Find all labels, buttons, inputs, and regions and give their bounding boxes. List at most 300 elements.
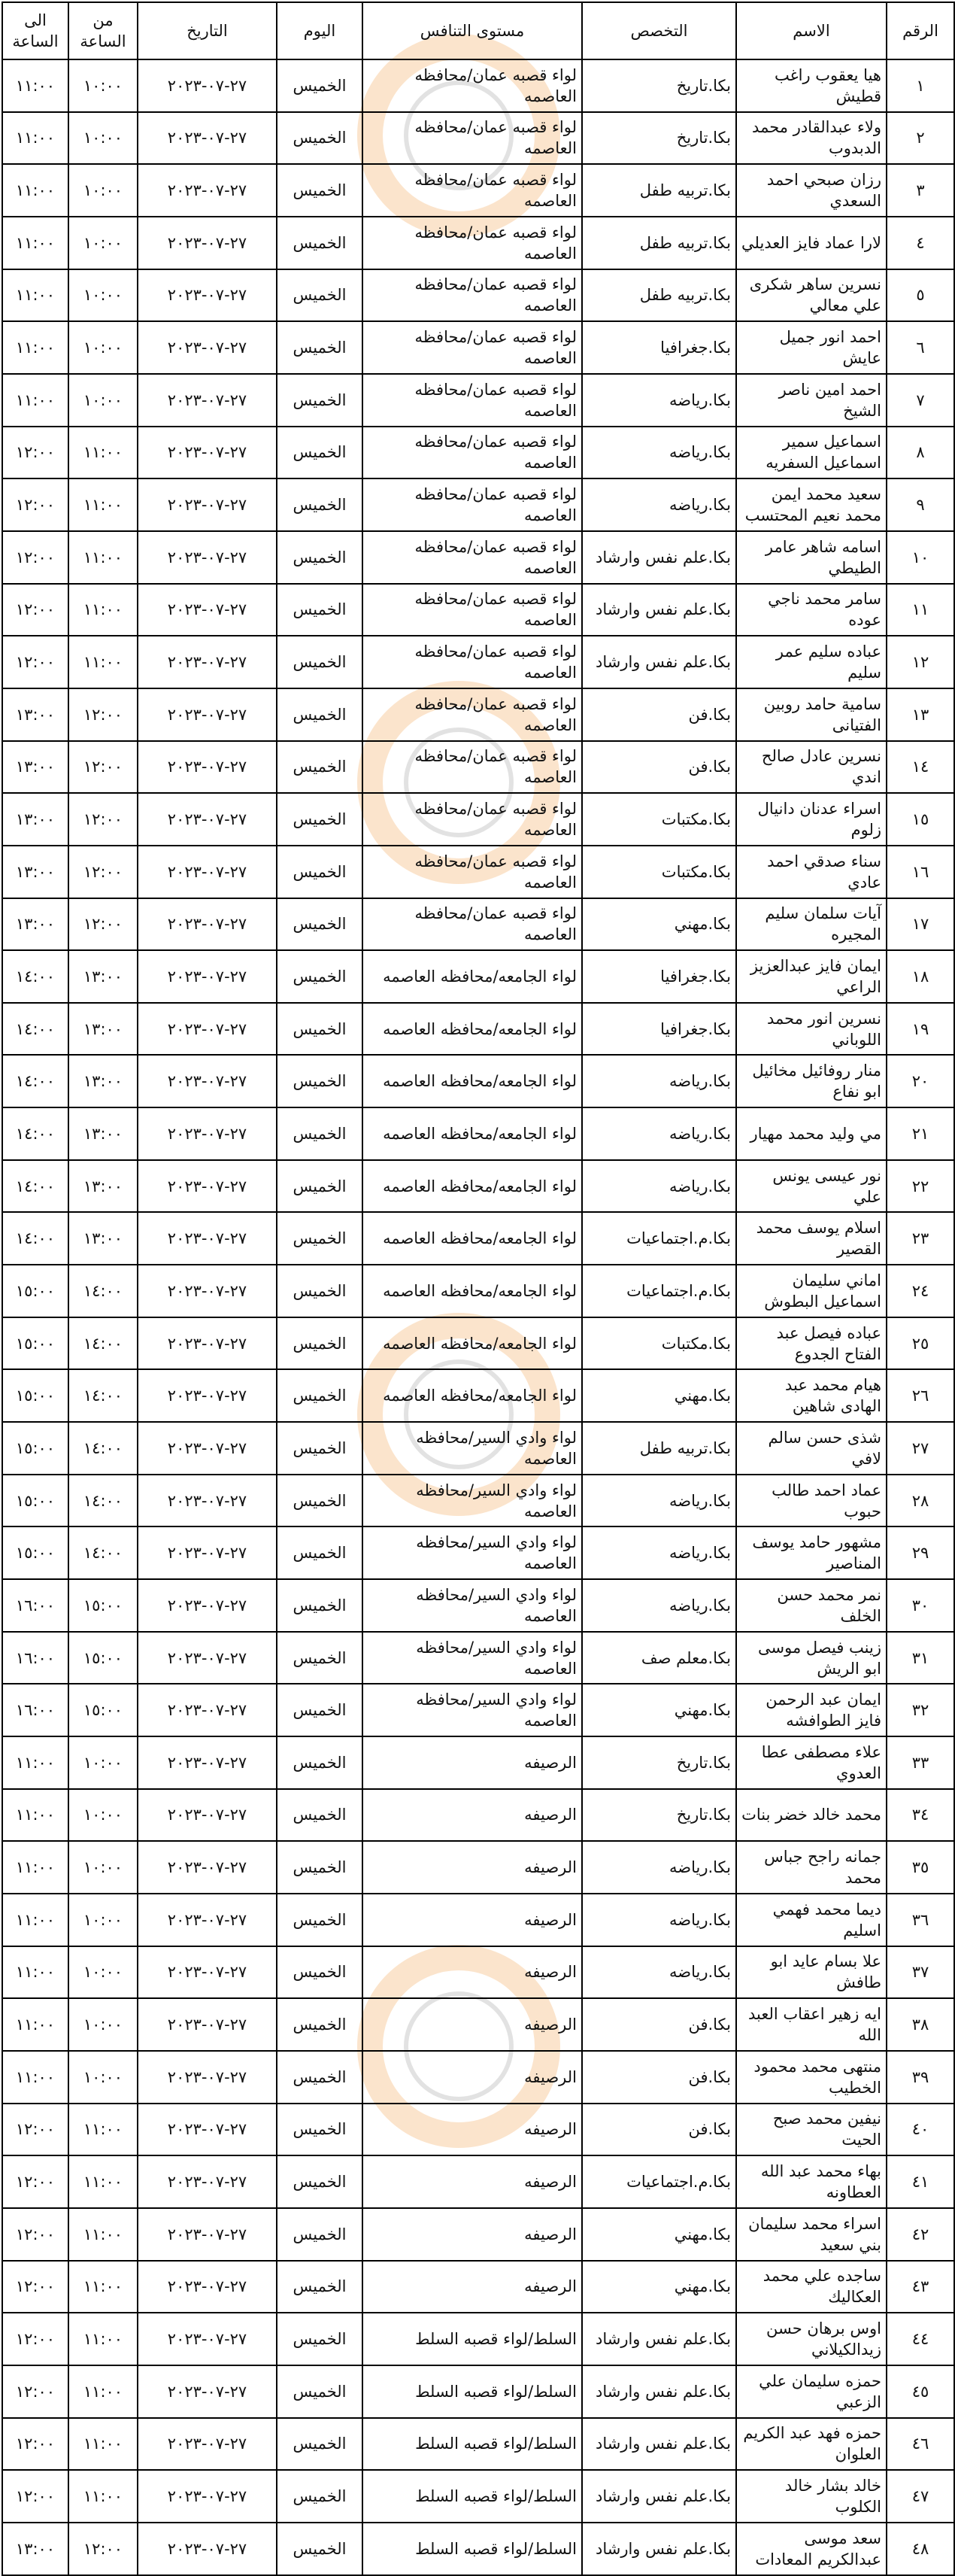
cell-name: سعيد محمد ايمن محمد نعيم المحتسب <box>736 478 887 531</box>
cell-day: الخميس <box>277 1632 362 1684</box>
cell-level: الرصيفه <box>362 2208 582 2261</box>
cell-from-time: ١٣:٠٠ <box>68 950 138 1003</box>
cell-specialization: بكا.مهني <box>582 2261 736 2313</box>
cell-specialization: بكا.علم نفس وارشاد <box>582 584 736 636</box>
table-row <box>2 1317 954 1370</box>
cell-to-time: ١٢:٠٠ <box>2 478 68 531</box>
exam-schedule-table <box>2 2 955 2576</box>
cell-specialization: بكا.مكتبات <box>582 1317 736 1370</box>
table-row <box>2 427 954 479</box>
cell-date: ٢٧-٠٧-٢٠٢٣ <box>138 584 277 636</box>
cell-day: الخميس <box>277 584 362 636</box>
cell-from-time: ١٤:٠٠ <box>68 1265 138 1317</box>
cell-num: ٤٥ <box>887 2365 954 2418</box>
table-row <box>2 2051 954 2104</box>
cell-to-time: ١١:٠٠ <box>2 1736 68 1789</box>
cell-level: لواء قصبه عمان/محافظه العاصمه <box>362 846 582 898</box>
cell-level: لواء وادي السير/محافظه العاصمه <box>362 1475 582 1527</box>
cell-day: الخميس <box>277 2104 362 2156</box>
cell-num: ٤٧ <box>887 2470 954 2523</box>
cell-name: نور عيسى يونس علي <box>736 1160 887 1213</box>
cell-to-time: ١٤:٠٠ <box>2 1107 68 1160</box>
cell-level: لواء وادي السير/محافظه العاصمه <box>362 1579 582 1632</box>
cell-name: اسراء محمد سليمان بني سعيد <box>736 2208 887 2261</box>
cell-level: الرصيفه <box>362 1736 582 1789</box>
table-row <box>2 1736 954 1789</box>
header-name: الاسم <box>736 2 887 59</box>
cell-num: ١٩ <box>887 1003 954 1056</box>
cell-num: ٢٤ <box>887 1265 954 1317</box>
cell-specialization: بكا.تربيه طفل <box>582 164 736 217</box>
cell-specialization: بكا.رياضه <box>582 1160 736 1213</box>
cell-num: ٤٦ <box>887 2418 954 2471</box>
cell-num: ٢٣ <box>887 1212 954 1265</box>
cell-specialization: بكا.علم نفس وارشاد <box>582 2313 736 2365</box>
cell-num: ١٠ <box>887 531 954 584</box>
cell-name: نسرين انور محمد اللوباني <box>736 1003 887 1056</box>
cell-num: ٢٩ <box>887 1526 954 1579</box>
cell-name: سامر محمد ناجي عوده <box>736 584 887 636</box>
cell-level: لواء قصبه عمان/محافظه العاصمه <box>362 59 582 112</box>
cell-level: السلط/لواء قصبه السلط <box>362 2365 582 2418</box>
cell-to-time: ١٢:٠٠ <box>2 531 68 584</box>
cell-level: السلط/لواء قصبه السلط <box>362 2470 582 2523</box>
cell-to-time: ١١:٠٠ <box>2 269 68 322</box>
cell-specialization: بكا.مهني <box>582 898 736 951</box>
cell-name: زينب فيصل موسى ابو الريش <box>736 1632 887 1684</box>
cell-num: ٣ <box>887 164 954 217</box>
cell-day: الخميس <box>277 1422 362 1475</box>
cell-day: الخميس <box>277 1160 362 1213</box>
cell-day: الخميس <box>277 2365 362 2418</box>
cell-from-time: ١٣:٠٠ <box>68 1212 138 1265</box>
cell-from-time: ١٠:٠٠ <box>68 217 138 269</box>
cell-level: السلط/لواء قصبه السلط <box>362 2418 582 2471</box>
cell-to-time: ١٢:٠٠ <box>2 2418 68 2471</box>
cell-date: ٢٧-٠٧-٢٠٢٣ <box>138 846 277 898</box>
cell-level: لواء قصبه عمان/محافظه العاصمه <box>362 478 582 531</box>
cell-date: ٢٧-٠٧-٢٠٢٣ <box>138 2523 277 2575</box>
cell-num: ٩ <box>887 478 954 531</box>
cell-name: شذى حسن سالم لافي <box>736 1422 887 1475</box>
cell-num: ١٤ <box>887 741 954 794</box>
cell-num: ٣٥ <box>887 1841 954 1894</box>
table-row <box>2 112 954 165</box>
cell-to-time: ١٥:٠٠ <box>2 1369 68 1422</box>
table-row <box>2 2523 954 2575</box>
cell-date: ٢٧-٠٧-٢٠٢٣ <box>138 898 277 951</box>
header-specialization: التخصص <box>582 2 736 59</box>
cell-from-time: ١١:٠٠ <box>68 2208 138 2261</box>
cell-date: ٢٧-٠٧-٢٠٢٣ <box>138 2313 277 2365</box>
table-row <box>2 1003 954 1056</box>
cell-name: محمد خالد خضر بنات <box>736 1789 887 1842</box>
cell-to-time: ١٤:٠٠ <box>2 1212 68 1265</box>
cell-from-time: ١٠:٠٠ <box>68 2051 138 2104</box>
cell-num: ١٥ <box>887 793 954 846</box>
cell-specialization: بكا.رياضه <box>582 374 736 427</box>
cell-specialization: بكا.علم نفس وارشاد <box>582 2418 736 2471</box>
cell-name: عماد احمد طالب حبوب <box>736 1475 887 1527</box>
cell-day: الخميس <box>277 269 362 322</box>
table-row <box>2 2418 954 2471</box>
cell-specialization: بكا.علم نفس وارشاد <box>582 2470 736 2523</box>
cell-from-time: ١٣:٠٠ <box>68 1160 138 1213</box>
cell-name: هيا يعقوب راغب قطيش <box>736 59 887 112</box>
table-row <box>2 1160 954 1213</box>
table-row <box>2 164 954 217</box>
cell-to-time: ١٤:٠٠ <box>2 1160 68 1213</box>
table-row <box>2 1998 954 2051</box>
cell-from-time: ١١:٠٠ <box>68 636 138 688</box>
cell-name: سناء صدقي احمد عادي <box>736 846 887 898</box>
cell-date: ٢٧-٠٧-٢٠٢٣ <box>138 1632 277 1684</box>
cell-name: ايه زهير اعقاب العبد الله <box>736 1998 887 2051</box>
table-row <box>2 1894 954 1946</box>
cell-name: نسرين ساهر شكرى علي معالي <box>736 269 887 322</box>
cell-level: لواء قصبه عمان/محافظه العاصمه <box>362 688 582 741</box>
cell-date: ٢٧-٠٧-٢٠٢٣ <box>138 2365 277 2418</box>
cell-from-time: ١٤:٠٠ <box>68 1475 138 1527</box>
cell-day: الخميس <box>277 2313 362 2365</box>
cell-date: ٢٧-٠٧-٢٠٢٣ <box>138 2104 277 2156</box>
cell-name: نسرين عادل صالح اندي <box>736 741 887 794</box>
cell-name: سامية حامد روبين الفتيانى <box>736 688 887 741</box>
cell-to-time: ١٣:٠٠ <box>2 688 68 741</box>
cell-level: لواء قصبه عمان/محافظه العاصمه <box>362 741 582 794</box>
cell-num: ٣٧ <box>887 1946 954 1999</box>
cell-to-time: ١٣:٠٠ <box>2 741 68 794</box>
cell-num: ١٨ <box>887 950 954 1003</box>
cell-from-time: ١١:٠٠ <box>68 2261 138 2313</box>
cell-date: ٢٧-٠٧-٢٠٢٣ <box>138 1212 277 1265</box>
cell-specialization: بكا.مهني <box>582 2208 736 2261</box>
cell-from-time: ١٠:٠٠ <box>68 1894 138 1946</box>
cell-name: خالد بشار خالد الكلوب <box>736 2470 887 2523</box>
cell-num: ٢٠ <box>887 1055 954 1107</box>
cell-name: اسراء عدنان دانيال زلوم <box>736 793 887 846</box>
cell-name: سعد موسى عبدالكريم المعادات <box>736 2523 887 2575</box>
cell-from-time: ١٠:٠٠ <box>68 59 138 112</box>
cell-num: ٤٤ <box>887 2313 954 2365</box>
cell-date: ٢٧-٠٧-٢٠٢٣ <box>138 1422 277 1475</box>
cell-to-time: ١١:٠٠ <box>2 321 68 374</box>
cell-level: الرصيفه <box>362 2155 582 2208</box>
cell-date: ٢٧-٠٧-٢٠٢٣ <box>138 1526 277 1579</box>
table-row <box>2 688 954 741</box>
cell-date: ٢٧-٠٧-٢٠٢٣ <box>138 1946 277 1999</box>
cell-specialization: بكا.مكتبات <box>582 846 736 898</box>
cell-specialization: بكا.علم نفس وارشاد <box>582 636 736 688</box>
cell-name: منتهى محمد محمود الخطيب <box>736 2051 887 2104</box>
cell-date: ٢٧-٠٧-٢٠٢٣ <box>138 950 277 1003</box>
cell-level: لواء قصبه عمان/محافظه العاصمه <box>362 112 582 165</box>
cell-date: ٢٧-٠٧-٢٠٢٣ <box>138 1317 277 1370</box>
cell-specialization: بكا.جغرافيا <box>582 950 736 1003</box>
table-row <box>2 2261 954 2313</box>
cell-name: حمزه سليمان علي الزعبي <box>736 2365 887 2418</box>
table-row <box>2 741 954 794</box>
table-row <box>2 2104 954 2156</box>
table-row <box>2 1265 954 1317</box>
header-date: التاريخ <box>138 2 277 59</box>
cell-num: ٣٠ <box>887 1579 954 1632</box>
cell-level: لواء قصبه عمان/محافظه العاصمه <box>362 898 582 951</box>
cell-day: الخميس <box>277 59 362 112</box>
cell-level: الرصيفه <box>362 1789 582 1842</box>
cell-specialization: بكا.رياضه <box>582 427 736 479</box>
table-row <box>2 1055 954 1107</box>
cell-to-time: ١١:٠٠ <box>2 1894 68 1946</box>
cell-level: لواء وادي السير/محافظه العاصمه <box>362 1422 582 1475</box>
cell-day: الخميس <box>277 688 362 741</box>
cell-name: مشهور حامد يوسف المناصير <box>736 1526 887 1579</box>
cell-level: لواء قصبه عمان/محافظه العاصمه <box>362 636 582 688</box>
table-row <box>2 2208 954 2261</box>
cell-to-time: ١٣:٠٠ <box>2 2523 68 2575</box>
cell-name: علاء مصطفى عطا العدوي <box>736 1736 887 1789</box>
cell-specialization: بكا.رياضه <box>582 1055 736 1107</box>
cell-to-time: ١٤:٠٠ <box>2 1055 68 1107</box>
cell-day: الخميس <box>277 1946 362 1999</box>
cell-num: ٤ <box>887 217 954 269</box>
cell-to-time: ١٥:٠٠ <box>2 1422 68 1475</box>
cell-level: لواء الجامعه/محافظه العاصمه <box>362 1212 582 1265</box>
cell-name: لارا عماد فايز العديلي <box>736 217 887 269</box>
cell-day: الخميس <box>277 636 362 688</box>
cell-to-time: ١٣:٠٠ <box>2 846 68 898</box>
cell-day: الخميس <box>277 846 362 898</box>
cell-day: الخميس <box>277 1317 362 1370</box>
cell-date: ٢٧-٠٧-٢٠٢٣ <box>138 1055 277 1107</box>
cell-specialization: بكا.فن <box>582 688 736 741</box>
cell-date: ٢٧-٠٧-٢٠٢٣ <box>138 2418 277 2471</box>
cell-to-time: ١١:٠٠ <box>2 1998 68 2051</box>
cell-num: ٣٢ <box>887 1684 954 1736</box>
cell-num: ٢ <box>887 112 954 165</box>
cell-from-time: ١١:٠٠ <box>68 584 138 636</box>
table-row <box>2 1946 954 1999</box>
cell-num: ٦ <box>887 321 954 374</box>
table-row <box>2 59 954 112</box>
cell-from-time: ١٠:٠٠ <box>68 164 138 217</box>
cell-name: هيام محمد عبد الهادى شاهين <box>736 1369 887 1422</box>
cell-day: الخميس <box>277 112 362 165</box>
cell-date: ٢٧-٠٧-٢٠٢٣ <box>138 269 277 322</box>
cell-to-time: ١١:٠٠ <box>2 2051 68 2104</box>
table-row <box>2 269 954 322</box>
cell-day: الخميس <box>277 898 362 951</box>
cell-date: ٢٧-٠٧-٢٠٢٣ <box>138 2261 277 2313</box>
cell-name: آيات سلمان سليم المجيره <box>736 898 887 951</box>
cell-specialization: بكا.م.اجتماعيات <box>582 1212 736 1265</box>
cell-to-time: ١٦:٠٠ <box>2 1632 68 1684</box>
cell-level: لواء قصبه عمان/محافظه العاصمه <box>362 531 582 584</box>
cell-level: لواء وادي السير/محافظه العاصمه <box>362 1526 582 1579</box>
cell-to-time: ١٢:٠٠ <box>2 2208 68 2261</box>
cell-to-time: ١٥:٠٠ <box>2 1265 68 1317</box>
header-num: الرقم <box>887 2 954 59</box>
cell-level: الرصيفه <box>362 2051 582 2104</box>
cell-specialization: بكا.مهني <box>582 1684 736 1736</box>
cell-day: الخميس <box>277 321 362 374</box>
cell-day: الخميس <box>277 1526 362 1579</box>
cell-name: رزان صبحي احمد السعدي <box>736 164 887 217</box>
cell-day: الخميس <box>277 1212 362 1265</box>
cell-level: لواء الجامعه/محافظه العاصمه <box>362 1107 582 1160</box>
cell-specialization: بكا.م.اجتماعيات <box>582 1265 736 1317</box>
cell-specialization: بكا.رياضه <box>582 1894 736 1946</box>
cell-day: الخميس <box>277 217 362 269</box>
cell-date: ٢٧-٠٧-٢٠٢٣ <box>138 2155 277 2208</box>
cell-specialization: بكا.تاريخ <box>582 1789 736 1842</box>
cell-to-time: ١٣:٠٠ <box>2 898 68 951</box>
cell-from-time: ١٣:٠٠ <box>68 1107 138 1160</box>
cell-from-time: ١٢:٠٠ <box>68 688 138 741</box>
cell-day: الخميس <box>277 1894 362 1946</box>
cell-from-time: ١٠:٠٠ <box>68 1946 138 1999</box>
cell-date: ٢٧-٠٧-٢٠٢٣ <box>138 2470 277 2523</box>
cell-name: نمر محمد حسن الخلف <box>736 1579 887 1632</box>
cell-to-time: ١٥:٠٠ <box>2 1317 68 1370</box>
cell-day: الخميس <box>277 1789 362 1842</box>
cell-level: لواء وادي السير/محافظه العاصمه <box>362 1684 582 1736</box>
table-row <box>2 1684 954 1736</box>
cell-date: ٢٧-٠٧-٢٠٢٣ <box>138 59 277 112</box>
cell-specialization: بكا.رياضه <box>582 478 736 531</box>
cell-num: ٤٠ <box>887 2104 954 2156</box>
cell-from-time: ١٢:٠٠ <box>68 793 138 846</box>
cell-name: عباده فيصل عبد الفتاح الجدوع <box>736 1317 887 1370</box>
table-row <box>2 1526 954 1579</box>
cell-day: الخميس <box>277 950 362 1003</box>
cell-level: لواء قصبه عمان/محافظه العاصمه <box>362 427 582 479</box>
cell-from-time: ١٠:٠٠ <box>68 1789 138 1842</box>
cell-to-time: ١١:٠٠ <box>2 217 68 269</box>
table-row <box>2 478 954 531</box>
cell-num: ١١ <box>887 584 954 636</box>
cell-from-time: ١٠:٠٠ <box>68 1841 138 1894</box>
cell-num: ٢٨ <box>887 1475 954 1527</box>
cell-level: لواء قصبه عمان/محافظه العاصمه <box>362 321 582 374</box>
cell-date: ٢٧-٠٧-٢٠٢٣ <box>138 1107 277 1160</box>
cell-day: الخميس <box>277 374 362 427</box>
cell-name: احمد امين ناصر الشيخ <box>736 374 887 427</box>
cell-date: ٢٧-٠٧-٢٠٢٣ <box>138 2208 277 2261</box>
cell-name: اسامه شاهر عامر الطيطي <box>736 531 887 584</box>
cell-from-time: ١١:٠٠ <box>68 478 138 531</box>
cell-from-time: ١١:٠٠ <box>68 2104 138 2156</box>
cell-day: الخميس <box>277 1841 362 1894</box>
table-row <box>2 898 954 951</box>
cell-date: ٢٧-٠٧-٢٠٢٣ <box>138 1894 277 1946</box>
cell-num: ٧ <box>887 374 954 427</box>
cell-date: ٢٧-٠٧-٢٠٢٣ <box>138 793 277 846</box>
cell-from-time: ١١:٠٠ <box>68 2313 138 2365</box>
cell-num: ٢٥ <box>887 1317 954 1370</box>
cell-num: ٤١ <box>887 2155 954 2208</box>
cell-from-time: ١٠:٠٠ <box>68 374 138 427</box>
cell-specialization: بكا.فن <box>582 2051 736 2104</box>
cell-from-time: ١٥:٠٠ <box>68 1579 138 1632</box>
cell-level: الرصيفه <box>362 1894 582 1946</box>
cell-level: لواء الجامعه/محافظه العاصمه <box>362 1369 582 1422</box>
table-row <box>2 374 954 427</box>
cell-date: ٢٧-٠٧-٢٠٢٣ <box>138 1684 277 1736</box>
cell-specialization: بكا.تربيه طفل <box>582 217 736 269</box>
cell-from-time: ١٥:٠٠ <box>68 1632 138 1684</box>
table-row <box>2 531 954 584</box>
table-row <box>2 793 954 846</box>
cell-date: ٢٧-٠٧-٢٠٢٣ <box>138 1369 277 1422</box>
cell-num: ٥ <box>887 269 954 322</box>
cell-day: الخميس <box>277 2208 362 2261</box>
cell-from-time: ١١:٠٠ <box>68 427 138 479</box>
cell-day: الخميس <box>277 1998 362 2051</box>
cell-to-time: ١١:٠٠ <box>2 1841 68 1894</box>
cell-from-time: ١٢:٠٠ <box>68 846 138 898</box>
cell-date: ٢٧-٠٧-٢٠٢٣ <box>138 1160 277 1213</box>
cell-specialization: بكا.فن <box>582 1998 736 2051</box>
cell-day: الخميس <box>277 2051 362 2104</box>
cell-from-time: ١٢:٠٠ <box>68 898 138 951</box>
cell-day: الخميس <box>277 2155 362 2208</box>
cell-day: الخميس <box>277 531 362 584</box>
table-row <box>2 1632 954 1684</box>
cell-to-time: ١١:٠٠ <box>2 112 68 165</box>
cell-name: ديما محمد فهمي اسليم <box>736 1894 887 1946</box>
table-row <box>2 846 954 898</box>
cell-level: الرصيفه <box>362 1946 582 1999</box>
cell-level: لواء الجامعه/محافظه العاصمه <box>362 1265 582 1317</box>
cell-from-time: ١١:٠٠ <box>68 2470 138 2523</box>
cell-from-time: ١٠:٠٠ <box>68 269 138 322</box>
cell-day: الخميس <box>277 2418 362 2471</box>
cell-from-time: ١٣:٠٠ <box>68 1055 138 1107</box>
cell-name: منار روفائيل مخائيل ابو نفاع <box>736 1055 887 1107</box>
table-row <box>2 217 954 269</box>
cell-day: الخميس <box>277 1736 362 1789</box>
cell-to-time: ١٢:٠٠ <box>2 2313 68 2365</box>
table-row <box>2 2365 954 2418</box>
cell-from-time: ١١:٠٠ <box>68 2155 138 2208</box>
cell-level: الرصيفه <box>362 2104 582 2156</box>
cell-specialization: بكا.رياضه <box>582 1841 736 1894</box>
cell-from-time: ١٠:٠٠ <box>68 1736 138 1789</box>
cell-name: بهاء محمد عبد الله العطاونه <box>736 2155 887 2208</box>
cell-date: ٢٧-٠٧-٢٠٢٣ <box>138 1003 277 1056</box>
cell-name: حمزه فهد عبد الكريم العلوان <box>736 2418 887 2471</box>
cell-level: لواء وادي السير/محافظه العاصمه <box>362 1632 582 1684</box>
cell-specialization: بكا.فن <box>582 741 736 794</box>
cell-date: ٢٧-٠٧-٢٠٢٣ <box>138 164 277 217</box>
cell-from-time: ١٤:٠٠ <box>68 1369 138 1422</box>
cell-date: ٢٧-٠٧-٢٠٢٣ <box>138 1998 277 2051</box>
cell-num: ٣٩ <box>887 2051 954 2104</box>
cell-specialization: بكا.علم نفس وارشاد <box>582 531 736 584</box>
cell-to-time: ١٤:٠٠ <box>2 1003 68 1056</box>
cell-level: السلط/لواء قصبه السلط <box>362 2313 582 2365</box>
cell-name: علا بسام عايد ابو طافش <box>736 1946 887 1999</box>
cell-level: لواء قصبه عمان/محافظه العاصمه <box>362 374 582 427</box>
cell-num: ٨ <box>887 427 954 479</box>
cell-specialization: بكا.تربيه طفل <box>582 269 736 322</box>
table-row <box>2 1789 954 1842</box>
cell-specialization: بكا.مهني <box>582 1369 736 1422</box>
cell-specialization: بكا.رياضه <box>582 1526 736 1579</box>
cell-day: الخميس <box>277 2470 362 2523</box>
cell-level: الرصيفه <box>362 1998 582 2051</box>
